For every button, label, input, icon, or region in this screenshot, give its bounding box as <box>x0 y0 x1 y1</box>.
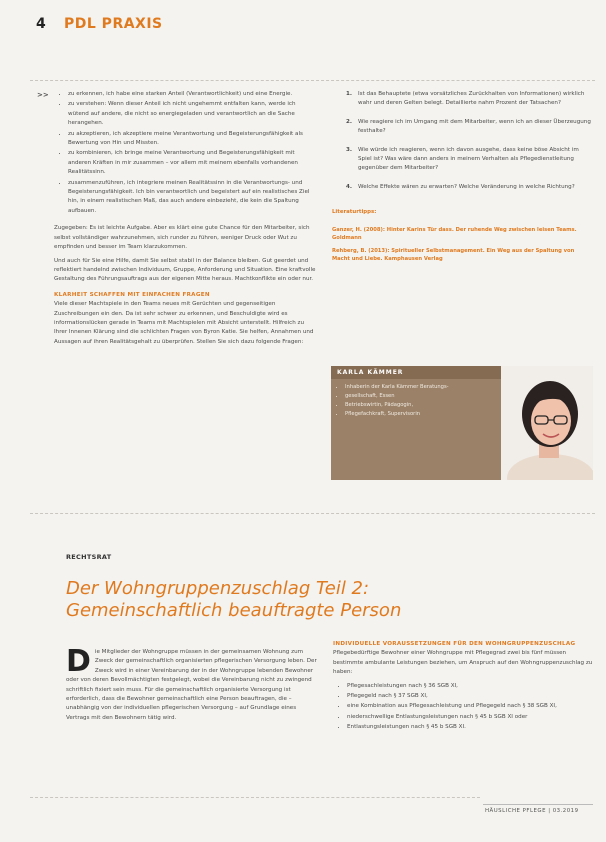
list-item: • Betriebswirtin, Pädagogin, <box>345 401 501 410</box>
left-bullet-list <box>54 90 316 216</box>
list-item: • niederschwellige Entlastungsleistungen nach § 45 b SGB XI oder <box>347 713 595 722</box>
list-item: 3. Wie würde ich reagieren, wenn ich davon ausgehe, dass keine böse Absicht im Spiel ist? Was wäre dann anders in meinem Verhalten als Pflegedienstleitung gegenüber dem Mitarbeiter? <box>346 146 579 172</box>
footer-issue: HÄUSLICHE PFLEGE | 03.2019 <box>485 808 579 814</box>
author-portrait <box>501 366 593 480</box>
left-column <box>54 90 316 351</box>
section-title: PDL PRAXIS <box>64 16 163 32</box>
article-right-column <box>333 640 595 734</box>
footer-rule <box>483 804 593 805</box>
question-list <box>332 90 594 192</box>
section-subheading: KLARHEIT SCHAFFEN MIT EINFACHEN FRAGEN <box>54 291 210 298</box>
list-item: • Pflegefachkraft, Supervisorin <box>345 410 501 419</box>
cut-line-middle <box>30 513 595 514</box>
article-intro <box>66 644 318 723</box>
page-number: 4 <box>36 16 46 32</box>
article-title: Der Wohngruppenzuschlag Teil 2: Gemeinschaftlich beauftragte Person <box>66 578 402 621</box>
paragraph: Viele dieser Machtspiele in den Teams neues mit Gerüchten und gegenseitigen Zuschreibungen ein den. Da ist sehr schwer zu erkennen, und Beschuldigte wird es informationslücken gerade in Teams mit Machtspielen mit Absicht unterstellt. Hilfreich zu Ihrer Innenen Klärung sind die schlichten Fragen von Byron Katie. Sie helfen, Annahmen und Aussagen auf ihren Realitätsgehalt zu überprüfen. Stellen Sie sich dazu folgende Fragen: <box>54 301 314 345</box>
list-item: • zusammenzuführen, ich integriere meinen Realitätssinn in die Verantwortungs- und Begeisterungsfähigkeit. Ich bin verantwortlich und begeistert auf ein realistisches Ziel hin, in einem realistischen Maß, das auch andere einbezieht, die kein die Spaltung aufbauen. <box>68 179 316 217</box>
list-item: • Pflegesachleistungen nach § 36 SGB XI, <box>347 682 595 691</box>
drop-cap: D <box>66 644 91 679</box>
literature-title: Literaturtipps: <box>332 209 377 216</box>
author-bio-box <box>331 366 501 480</box>
paragraph: Und auch für Sie eine Hilfe, damit Sie selbst stabil in der Balance bleiben. Gut geerdet und reflektiert handelnd zwischen Individuum, Gruppe, Anforderung und Situation. Eine kraftvolle Gestaltung des Führungsauftrags aus der eigenen Mitte heraus. Machtkonflikte ein oder nur. <box>54 257 316 283</box>
author-credentials <box>331 383 501 419</box>
list-item: 4. Welche Effekte wären zu erwarten? Welche Veränderung in welche Richtung? <box>346 183 575 190</box>
list-item: 2. Wie reagiere ich im Umgang mit dem Mitarbeiter, wenn ich an dieser Überzeugung festhalte? <box>346 118 591 135</box>
cut-line-bottom <box>30 797 480 798</box>
paragraph: Pflegebedürftige Bewohner einer Wohngruppe mit Pflegegrad zwei bis fünf müssen bestimmte ambulante Leistungen beziehen, um Anspruch auf den Wohngruppenzuschlag zu haben: <box>333 650 593 676</box>
list-item: • Inhaberin der Karla Kämmer Beratungs- <box>345 383 501 392</box>
rubric-label: RECHTSRAT <box>66 553 112 561</box>
list-item: 1. Ist das Behauptete (etwa vorsätzliches Zurückhalten von Informationen) wirklich wahr und deren Gelten belegt. Detaillierte nahm Prozent der Tatsachen? <box>346 91 585 107</box>
list-item: • zu akzeptieren, ich akzeptiere meine Verantwortung und Begeisterungsfähigkeit als Bewertung von Hin und Missten. <box>68 130 316 149</box>
list-item: • Entlastungsleistungen nach § 45 b SGB XI. <box>347 723 595 732</box>
paragraph: Zugegeben: Es ist leichte Aufgabe. Aber es klärt eine gute Chance für den Mitarbeiter, sich selbst vollständiger wahrzunehmen, sich runder zu führen, weniger Druck oder Wut zu empfinden und besser im Team klarzukommen. <box>54 225 310 251</box>
literature-item: Ganzer, H. (2008): Hinter Karins Tür dass. Der ruhende Weg zwischen leisen Teams. Goldmann <box>332 226 577 242</box>
author-name: KARLA KÄMMER <box>331 366 501 379</box>
list-item: • Pflegegeld nach § 37 SGB XI, <box>347 692 595 701</box>
continuation-marker: >> <box>37 91 49 99</box>
section-subheading: INDIVIDUELLE VORAUSSETZUNGEN FÜR DEN WOHNGRUPPENZUSCHLAG <box>333 641 576 647</box>
cut-line-top <box>30 80 595 81</box>
portrait-illustration <box>501 366 593 480</box>
list-item: • gesellschaft, Essen <box>345 392 501 401</box>
paragraph: ie Mitglieder der Wohngruppe müssen in der gemeinsamen Wohnung zum Zweck der gemeinschaftlich organisierten pflegerischen Versorgung leben. Der Zweck wird in einer Vereinbarung der in der Wohngruppe lebenden Bewohner oder von deren Bevollmächtigten festgelegt, wobei die Vereinbarung nicht zu zwingend schriftlich fixiert sein muss. Für die gemeinschaftlich organisierte Versorgung ist erforderlich, dass die Bewohner gemeinschaftlich eine Person beauftragen, die – unabhängig von der individuellen pflegerischen Versorgung – auf Grundlage eines Vertrags mit den Bewohnern tätig wird. <box>66 649 317 721</box>
literature-item: Rehberg, B. (2013): Spiritueller Selbstmanagement. Ein Weg aus der Spaltung von Macht und Liebe. Kamphausen Verlag <box>332 247 575 263</box>
right-column <box>332 90 594 268</box>
list-item: • zu kombinieren, ich bringe meine Verantwortung und Begeisterungsfähigkeit mit anderen Kräften in mir zusammen – vor allem mit meinem ebenfalls vorhandenen Realitätssinn. <box>68 149 316 177</box>
benefits-list <box>333 682 595 733</box>
list-item: • zu erkennen, ich habe eine starken Anteil (Verantwortlichkeit) und eine Energie. <box>68 90 316 99</box>
list-item: • eine Kombination aus Pflegesachleistung und Pflegegeld nach § 38 SGB XI, <box>347 702 595 711</box>
list-item: • zu verstehen: Wenn dieser Anteil ich nicht ungehemmt entfalten kann, werde ich wütend auf andere, die nicht so energiegeladen und verantwortlich an die Sache herangehen. <box>68 100 316 128</box>
